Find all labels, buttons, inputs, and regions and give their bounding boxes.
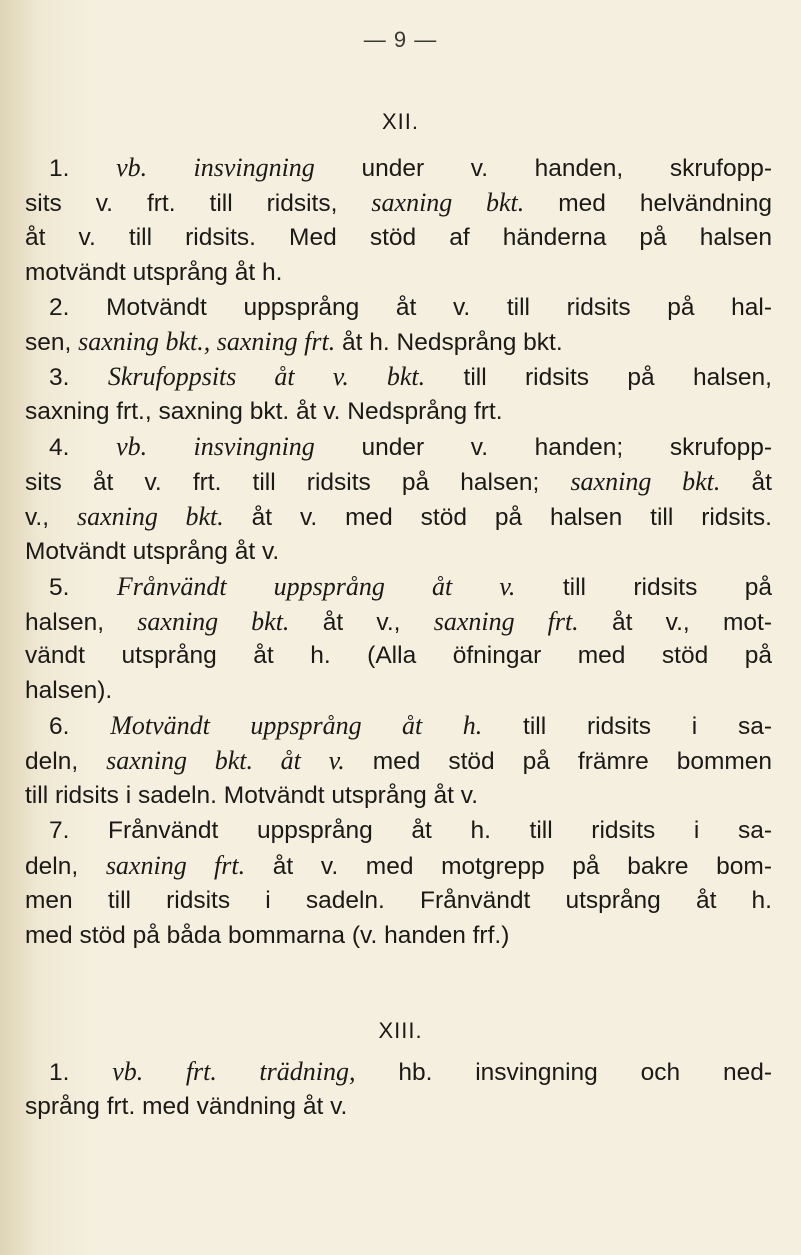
section-xii-text [25,151,772,953]
italic-term: saxning bkt. [371,187,525,217]
paragraph-1 [25,151,772,291]
text-line: 6. Motvändt uppsprång åt h. till ridsits i sa- [49,711,772,741]
text-line: 4. vb. insvingning under v. handen; skrufopp- [49,432,772,462]
italic-term: saxning bkt., saxning frt. [78,327,336,357]
italic-term: saxning frt. [105,850,246,880]
italic-term: vb. insvingning [116,432,315,462]
italic-term: saxning frt. [433,606,579,636]
paragraph-4 [25,430,772,570]
paragraph-6 [25,709,772,814]
text-line: deln, saxning bkt. åt v. med stöd på främre bommen [25,746,773,776]
paragraph-5 [25,570,772,710]
text-line: Motvändt utsprång åt v. [25,537,280,565]
italic-term: saxning bkt. åt v. [106,746,345,776]
text-line: språng frt. med vändning åt v. [25,1092,348,1120]
text-line: halsen). [25,677,113,705]
text-line: 3. Skrufoppsits åt v. bkt. till ridsits på halsen, [49,362,772,392]
italic-term: vb. frt. trädning, [112,1057,356,1086]
text-line: sen, saxning bkt., saxning frt. åt h. Nedsprång bkt. [25,327,563,357]
text-line: med stöd på båda bommarna (v. handen frf.) [25,921,510,949]
text-line: till ridsits i sadeln. Motvändt utsprång åt v. [25,782,478,810]
text-line: sits v. frt. till ridsits, saxning bkt. med helvändning [25,187,772,217]
italic-term: Frånvändt uppsprång åt v. [116,571,516,601]
italic-term: Motvändt uppsprång åt h. [110,711,483,741]
section-xiii-text [25,1055,772,1125]
italic-term: vb. insvingning [116,153,315,182]
text-line: åt v. till ridsits. Med stöd af händerna på halsen [25,223,772,251]
italic-term: saxning bkt. [570,467,721,497]
text-line: 1. vb. insvingning under v. handen, skrufopp- [49,153,772,182]
paragraph-2 [25,291,772,361]
text-line: motvändt utsprång åt h. [25,258,283,286]
text-line: deln, saxning frt. åt v. med motgrepp på bakre bom- [25,850,773,880]
italic-term: saxning bkt. [76,501,224,531]
paragraph-7 [25,814,772,954]
italic-term: saxning bkt. [137,606,290,636]
section-heading-xii: XII. [381,109,419,134]
text-line: 5. Frånvändt uppsprång åt v. till ridsits på [49,571,772,601]
paragraph-1 [25,1055,772,1125]
text-line: vändt utsprång åt h. (Alla öfningar med stöd på [25,642,772,670]
section-heading-xiii: XIII. [378,1018,423,1043]
text-line: men till ridsits i sadeln. Frånvändt utsprång åt h. [25,886,772,914]
page-number: — 9 — [363,27,438,52]
text-line: 1. vb. frt. trädning, hb. insvingning och ned- [49,1057,772,1086]
text-line: v., saxning bkt. åt v. med stöd på halsen till ridsits. [25,501,772,531]
text-line: saxning frt., saxning bkt. åt v. Nedsprång frt. [25,398,503,426]
text-line: sits åt v. frt. till ridsits på halsen; saxning bkt. åt [25,467,772,497]
text-line: 7. Frånvändt uppsprång åt h. till ridsits i sa- [49,816,772,844]
text-line: halsen, saxning bkt. åt v., saxning frt. åt v., mot- [25,606,772,636]
paragraph-3 [25,360,772,430]
italic-term: Skrufoppsits åt v. bkt. [107,362,426,392]
text-line: 2. Motvändt uppsprång åt v. till ridsits på hal- [49,293,772,321]
